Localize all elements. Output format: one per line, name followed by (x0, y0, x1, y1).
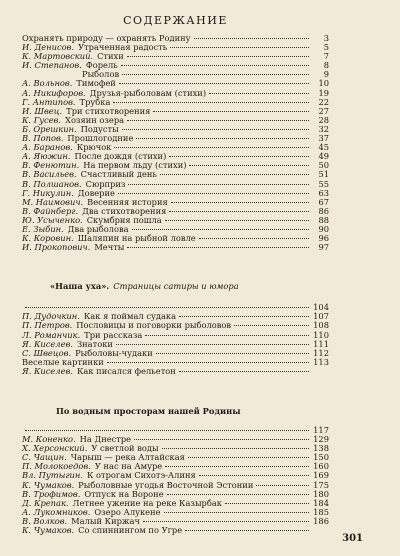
dot-leader (122, 129, 309, 130)
entry-author: А. Никифоров. (22, 87, 86, 98)
entry-title: Счастливый день (80, 169, 157, 180)
entry-page-number: 104 (313, 302, 329, 313)
entry-author: Х. Херсонский. (22, 443, 88, 454)
entry-title: Отпуск на Вороне (84, 488, 164, 499)
entry-author: Б. Орешкин. (22, 123, 77, 134)
toc-entry (22, 508, 329, 517)
entry-author: Г. Антипов. (22, 96, 76, 107)
entry-author: Вл. Путыгин. (22, 470, 83, 481)
entry-author: В. Попов. (22, 133, 64, 144)
entry-title: Охранять природу — охранять Родину (22, 33, 191, 43)
entry-author: В. Файнберг. (22, 205, 79, 216)
entry-author: В. Трофимов. (22, 488, 81, 499)
entry-page-number: 8 (323, 60, 329, 71)
entry-author: К. Чумаков. (22, 525, 75, 536)
entry-author: Я. Киселев. (22, 338, 73, 349)
entry-title: Летнее ужение на реке Казырбак (72, 497, 222, 508)
entry-page-number: 117 (313, 425, 329, 435)
dot-leader (127, 247, 309, 248)
entry-page-number: 7 (323, 51, 329, 62)
entry-author: И. Прокопович. (22, 242, 91, 253)
dot-leader (165, 466, 309, 467)
entry-title: Как писался фельетон (76, 365, 176, 376)
dot-leader (189, 165, 309, 166)
entry-author: П. Дудочкин. (22, 311, 80, 322)
entry-title: На первом льду (стихи) (83, 160, 187, 171)
entry-title: Пословицы и поговорки рыболовов (76, 320, 232, 331)
dot-leader (256, 485, 309, 486)
entry-page-number: 175 (313, 479, 329, 490)
toc-entry (22, 526, 329, 535)
dot-leader (156, 353, 309, 354)
entry-page-number: 51 (318, 169, 329, 180)
entry-title: Скумбрия пошла (86, 214, 162, 225)
entry-author: М. Наимович. (22, 196, 84, 207)
entry-page-number: 49 (318, 151, 329, 162)
page-number-folio: 301 (342, 533, 363, 544)
entry-title: Два рыболова (67, 223, 129, 234)
entry-page-number: 9 (323, 69, 329, 80)
entry-page-number: 150 (313, 452, 329, 463)
entry-author: П. Петров. (22, 320, 73, 331)
dot-leader (127, 56, 309, 57)
entry-title: Веселые картинки (22, 356, 104, 367)
toc-list-satire (22, 303, 329, 376)
entry-page-number: 19 (318, 87, 329, 98)
entry-title: Трубка (79, 96, 111, 107)
entry-page-number: 169 (313, 470, 329, 481)
dot-leader (194, 38, 309, 39)
entry-title: Два стихотворения (82, 205, 167, 216)
entry-page-number: 186 (313, 515, 329, 526)
entry-page-number: 5 (323, 42, 329, 53)
entry-author: В. Васильев. (22, 169, 77, 180)
dot-leader (134, 439, 309, 440)
entry-author: С. Чащин. (22, 452, 67, 463)
entry-title: Малый Киржач (71, 515, 140, 526)
dot-leader (127, 120, 309, 121)
entry-page-number: 10 (318, 78, 329, 89)
toc-entry (22, 367, 329, 376)
entry-title: Тимофей (76, 78, 116, 89)
entry-title: Знатоки (76, 338, 113, 349)
entry-title: Крючок (76, 142, 112, 153)
entry-title: Рыболовы-чудаки (75, 347, 153, 358)
entry-page-number: 32 (318, 123, 329, 134)
dot-leader (171, 202, 309, 203)
dot-leader (188, 457, 309, 458)
entry-page-number: 22 (318, 96, 329, 107)
entry-title: Друзья-рыболовам (стихи) (89, 87, 207, 98)
entry-title: Стихи (97, 51, 124, 62)
entry-title: Как я поймал судака (83, 311, 177, 322)
section-heading-subtitle: Страницы сатиры и юмора (113, 281, 239, 292)
entry-page-number: 67 (318, 196, 329, 207)
entry-author: К. Коровин. (22, 233, 74, 244)
toc-entry (22, 243, 329, 252)
entry-author: Л. Романчик. (22, 329, 81, 340)
entry-page-number: 184 (313, 497, 329, 508)
toc-list-main (22, 34, 329, 252)
entry-page-number: 112 (313, 347, 329, 358)
entry-title: Со спиннингом по Угре (78, 525, 183, 536)
entry-author: А. Яюжин. (22, 151, 71, 162)
entry-author: Е. Зыбин. (22, 223, 64, 234)
entry-author: В. Фенютин. (22, 160, 80, 171)
toc-list-waters (22, 426, 329, 535)
dot-leader (169, 211, 309, 212)
dot-leader (119, 83, 309, 84)
dot-leader (167, 494, 309, 495)
entry-author: А. Вольнов. (22, 78, 73, 89)
entry-title: Рыболовные угодья Восточной Эстонии (78, 479, 254, 490)
entry-author: Я. Киселев. (22, 365, 73, 376)
entry-title: Форель (85, 60, 118, 71)
dot-leader (179, 371, 309, 372)
dot-leader (25, 307, 309, 308)
entry-title: Подусты (80, 123, 119, 134)
entry-title: После дождя (стихи) (74, 151, 167, 162)
entry-author: М. Коненко. (22, 434, 76, 445)
dot-leader (132, 229, 309, 230)
entry-title: Прошлогодние (67, 133, 134, 144)
entry-title: Весенняя история (87, 196, 168, 207)
entry-page-number: 37 (318, 133, 329, 144)
entry-page-number: 97 (318, 242, 329, 253)
entry-page-number: 108 (313, 320, 329, 331)
dot-leader (179, 316, 309, 317)
entry-title: Доверие (77, 187, 115, 198)
entry-title: У светлой воды (91, 443, 159, 454)
entry-author: К. Мартовский. (22, 51, 94, 62)
entry-title: Шаляпин на рыбной ловле (77, 233, 196, 244)
dot-leader (25, 430, 309, 431)
dot-leader (225, 503, 309, 504)
entry-page-number: 3 (323, 33, 329, 43)
entry-page-number: 111 (313, 338, 329, 349)
entry-author: А. Баранов. (22, 142, 73, 153)
entry-title: На Днестре (79, 434, 132, 445)
entry-title: Рыболов (82, 69, 120, 80)
section-heading-satire (22, 272, 329, 303)
entry-page-number: 88 (318, 214, 329, 225)
entry-title: Три стихотворения (66, 105, 151, 116)
entry-page-number: 107 (313, 311, 329, 322)
entry-author: И. Денисов. (22, 42, 75, 53)
entry-page-number: 86 (318, 205, 329, 216)
dot-leader (153, 111, 309, 112)
page-title: СОДЕРЖАНИЕ (123, 14, 228, 27)
dot-leader (116, 344, 309, 345)
dot-leader (145, 335, 309, 336)
dot-leader (113, 102, 309, 103)
entry-page-number: 27 (318, 105, 329, 116)
entry-author: П. Молокоедов. (22, 461, 91, 472)
entry-page-number: 160 (313, 461, 329, 472)
entry-page-number: 138 (313, 443, 329, 454)
entry-page-number: 180 (313, 488, 329, 499)
entry-page-number: 55 (318, 178, 329, 189)
entry-page-number: 110 (313, 329, 329, 340)
entry-page-number: 28 (318, 114, 329, 125)
entry-title: Чарыш — река Алтайская (70, 452, 185, 463)
entry-page-number: 113 (313, 356, 329, 367)
entry-title: Мечты (94, 242, 125, 253)
entry-page-number: 63 (318, 187, 329, 198)
entry-author: В. Волков. (22, 515, 68, 526)
dot-leader (170, 47, 309, 48)
dot-leader (136, 138, 309, 139)
entry-author: К. Чумаков. (22, 479, 75, 490)
dot-leader (165, 220, 309, 221)
dot-leader (209, 93, 309, 94)
dot-leader (169, 156, 309, 157)
dot-leader (107, 362, 309, 363)
dot-leader (160, 174, 309, 175)
entry-author: К. Гусев. (22, 114, 62, 125)
dot-leader (128, 184, 309, 185)
dot-leader (114, 147, 309, 148)
entry-author: И. Степанов. (22, 60, 82, 71)
toc-entry (22, 61, 329, 70)
entry-page-number: 185 (313, 506, 329, 517)
dot-leader (122, 74, 309, 75)
entry-page-number: 90 (318, 223, 329, 234)
entry-page-number: 129 (313, 434, 329, 445)
entry-title: Хозяин озера (65, 114, 125, 125)
entry-title: Три рассказа (84, 329, 143, 340)
dot-leader (199, 238, 309, 239)
dot-leader (199, 475, 309, 476)
dot-leader (185, 530, 309, 531)
dot-leader (121, 65, 309, 66)
entry-author: С. Швецов. (22, 347, 72, 358)
dot-leader (164, 512, 309, 513)
dot-leader (162, 448, 309, 449)
entry-title: У нас на Амуре (94, 461, 163, 472)
entry-author: Г. Никулин. (22, 187, 74, 198)
dot-leader (143, 521, 309, 522)
entry-author: Д. Крепак. (22, 497, 69, 508)
section-heading-waters: По водным просторам нашей Родины (56, 406, 241, 416)
section-gap (22, 252, 329, 272)
dot-leader (234, 325, 309, 326)
entry-title: Утраченная радость (78, 42, 168, 53)
entry-page-number: 45 (318, 142, 329, 153)
entry-title: Сюрприз (85, 178, 126, 189)
entry-author: А. Лукомников. (22, 506, 91, 517)
entry-page-number: 96 (318, 233, 329, 244)
entry-title: К отрогам Сихотэ-Алиня (86, 470, 196, 481)
entry-title: Озеро Алукене (94, 506, 161, 517)
entry-author: В. Полшанов. (22, 178, 82, 189)
entry-author: Ю. Усыченко. (22, 214, 83, 225)
entry-author: И. Швец. (22, 105, 63, 116)
section-heading-title: «Наша уха». (50, 281, 110, 292)
dot-leader (118, 193, 309, 194)
entry-page-number: 50 (318, 160, 329, 171)
section-gap (22, 376, 329, 396)
